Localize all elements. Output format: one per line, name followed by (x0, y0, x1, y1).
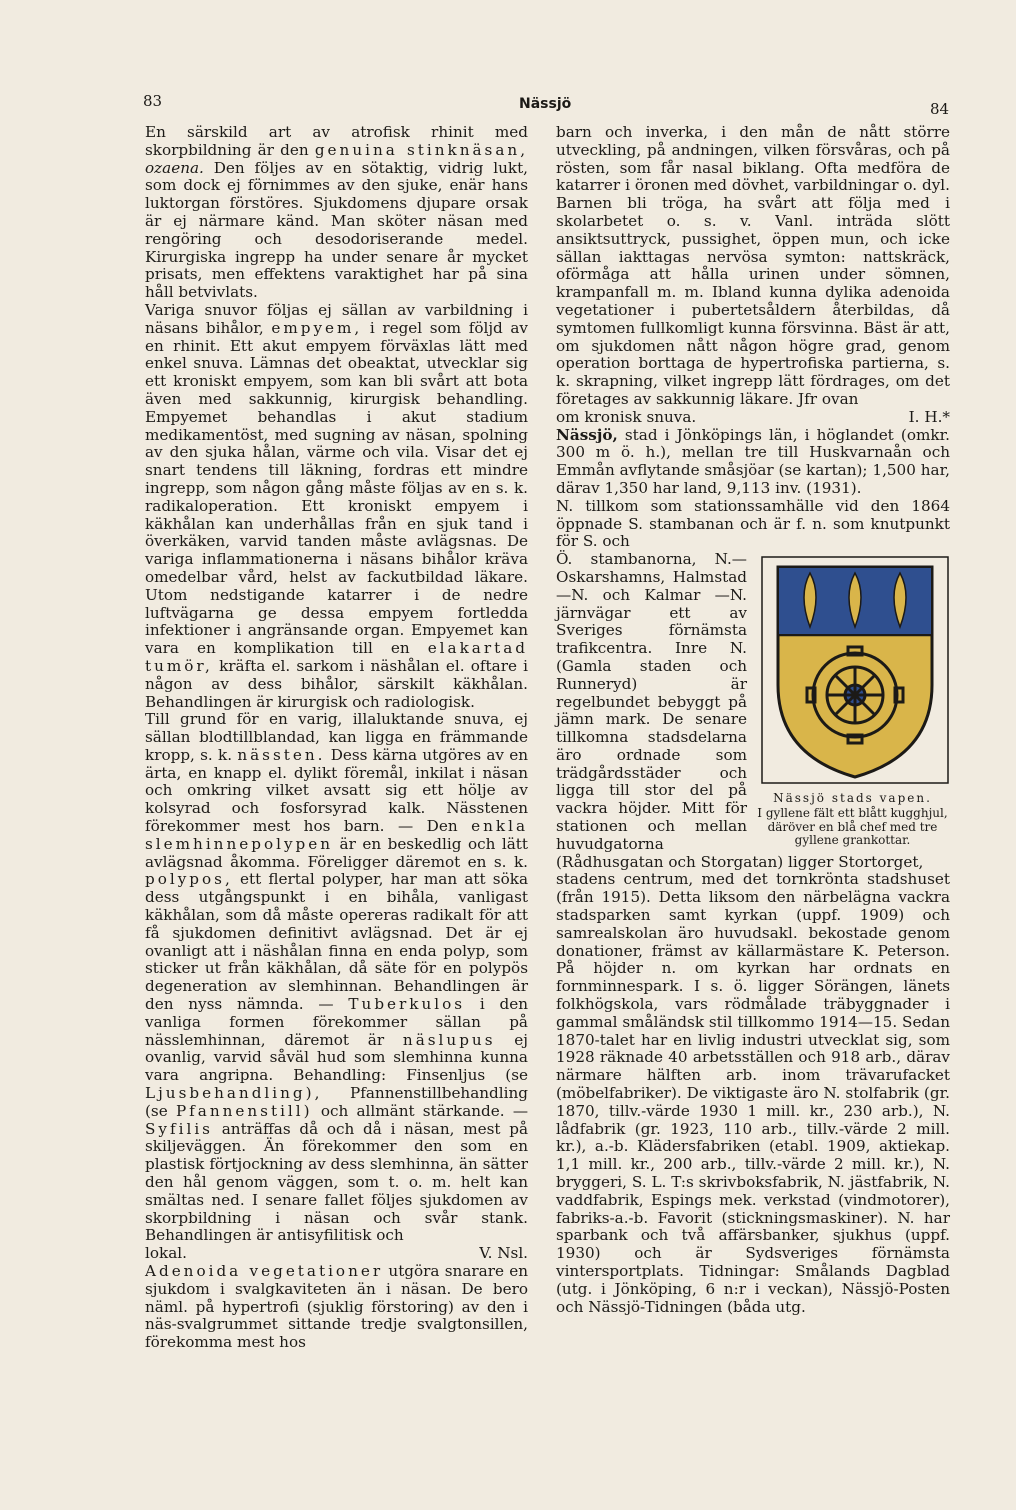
paragraph-adenoida: Adenoida vegetationer utgöra snarare en sjukdom i svalgkaviteten än i näsan. De bero näml. på hypertrofi (sjuklig förstoring) av den i näs-svalgrummet sittande tredje svalgtonsillen, förekomma mest hos (145, 1262, 529, 1352)
page-number-left: 83 (143, 92, 163, 110)
signature-row-ih: om kronisk snuva. I. H.* (556, 407, 950, 426)
right-column (556, 124, 950, 1316)
paragraph-nassjo-history: N. tillkom som stationssamhälle vid den 1864 öppnade S. stambanan och är f. n. som knutpunkt för S. och (556, 496, 950, 551)
paragraph-adenoida-cont: barn och inverka, i den mån de nått större utveckling, på andningen, vilken försvåras, och på rösten, som får nasal biklang. Ofta medföra de katarrer i öronen med dövhet, varbildningar o. dyl. Barnen bli tröga, ha svårt att följa med i skolarbetet o. s. v. Vanl. inträda slött ansiktsuttryck, pussighet, öppen mun, och icke sällan iakttagas nervösa symton: nattskräck, oförmåga att hålla urinen under sömnen, krampanfall m. m. Ibland kunna dylika adenoida vegetationer i pubertetsåldern återbildas, då symtomen fullkomligt kunna försvinna. Bäst är att, om sjukdomen nått någon högre grad, genom operation borttaga de hypertrofiska partierna, s. k. skrapning, vilket ingrepp lätt fördrages, om det företages av sakkunnig läkare. Jfr ovan (556, 123, 950, 408)
entry-headword: Nässjö, (556, 425, 618, 444)
paragraph-ozaena: En särskild art av atrofisk rhinit med skorpbildning är den genuina stinknäsan, ozaena. Den följes av en sötaktig, vidrig lukt, som dock ej förnimmes av den sjuke, enär hans luktorgan förstöres. Sjukdomens djupare orsak är ej närmare känd. Man sköter näsan med rengöring och desodoriserande medel. Kirurgiska ingrepp ha under senare år mycket prisats, men effektens varaktighet har på sina håll betvivlats. (145, 123, 529, 302)
signature-row-vnsl: lokal. V. Nsl. (145, 1244, 528, 1263)
coat-of-arms-caption: Nässjö stads vapen. I gyllene fält ett blått kugghjul, däröver en blå chef med tre gyllene grankottar. (757, 790, 948, 848)
coat-of-arms-image (760, 555, 950, 785)
running-head: Nässjö (519, 96, 572, 112)
author-signature: V. Nsl. (479, 1244, 528, 1263)
left-column (145, 124, 528, 1352)
paragraph-nassjo-industry: stadens centrum, med det tornkrönta stadshuset (från 1915). Detta liksom den närbelägna vackra stadsparken samt kyrkan (uppf. 1909) och samrealskolan äro huvudsakl. bekostade genom donationer, främst av källarmästare K. Peterson. På höjder n. om kyrkan har ordnats en fornminnespark. I s. ö. ligger Sörängen, länets folkhögskola, vars rödmålade träbyggnader i gammal småländsk stil tillkommo 1914—15. Sedan 1870-talet har en livlig industri utvecklat sig, som 1928 räknade 40 arbetsställen och 918 arb., därav närmare hälften arb. inom trävarufacket (möbelfabriker). De viktigaste äro N. stolfabrik (gr. 1870, tillv.-värde 1930 1 mill. kr., 230 arb.), N. lådfabrik (gr. 1923, 110 arb., tillv.-värde 2 mill. kr.), a.-b. Klädersfabriken (etabl. 1909, aktiekap. 1,1 mill. kr., 200 arb., tillv.-värde 2 mill. kr.), N. bryggeri, S. L. T:s skrivboksfabrik, N. jästfabrik, N. vaddfabrik, Espings mek. verkstad (vindmotorer), fabriks-a.-b. Favorit (stickningsmaskiner). N. har sparbank och två affärsbanker, sjukhus (uppf. 1930) och är Sydsveriges förnämsta vintersportplats. Tidningar: Smålands Dagblad (utg. i Jönköping, 6 n:r i veckan), Nässjö-Posten och Nässjö-Tidningen (båda utg. (556, 870, 950, 1316)
paragraph-nassten: Till grund för en varig, illaluktande snuva, ej sällan blodtillblandad, kan ligga en främmande kropp, s. k. nässten. Dess kärna utgöres av en ärta, en knapp el. dylikt föremål, inkilat i näsan och omkring vilket avsatt sig ett hölje av kolsyrad och fosforsyrad kalk. Nässtenen förekommer mest hos barn. — Den enkla slemhinnepolypen är en beskedlig och lätt avlägsnad åkomma. Föreligger däremot en s. k. polypos, ett flertal polyper, har man att söka dess utgångspunkt i en bihåla, vanligast käkhålan, som då måste opereras radikalt för att få sjukdomen definitivt avlägsnad. Det är ej ovanligt att i näshålan finna en enda polyp, som sticker ut från käkhålan, då säte för en polypös degeneration av slemhinnan. Behandlingen är den nyss nämnda. — Tuberkulos i den vanliga formen förekommer sällan på nässlemhinnan, däremot är näslupus ej ovanlig, varvid såväl hud som slemhinna kunna vara angripna. Behandling: Finsenljus (se Ljusbehandling), Pfannenstillbehandling (se Pfannenstill) och allmänt stärkande. — Syfilis anträffas då och då i näsan, mest på skiljeväggen. Än förekommer den som en plastisk förtjockning av dess slemhinna, än sätter den hål genom väggen, som t. o. m. helt kan smältas ned. I senare fallet följes sjukdomen av skorpbildning i näsan och svår stank. Behandlingen är antisyfilitisk och (145, 710, 529, 1245)
paragraph-nassjo-town: Ö. stambanorna, N.—Oskarshamns, Halmstad—N. och Kalmar —N. järnvägar ett av Sveriges förnämsta trafikcentra. Inre N. (Gamla staden och Runneryd) är regelbundet bebyggt på jämn mark. De senare tillkomna stadsdelarna äro ordnade som trädgårdsstäder och ligga till stor del på vackra höjder. Mitt för stationen och mellan huvudgatorna (Rådhusgatan och Storgatan) ligger Stortorget, (556, 550, 924, 871)
coat-of-arms-figure (755, 555, 950, 848)
page-number-right: 84 (930, 100, 950, 118)
entry-nassjo: Nässjö, stad i Jönköpings län, i höglandet (omkr. 300 m ö. h.), mellan tre till Huskvarnaån och Emmån avflytande småsjöar (se kartan); 1,500 har, därav 1,350 har land, 9,113 inv. (1931). (556, 425, 951, 497)
paragraph-empyem: Variga snuvor följas ej sällan av varbildning i näsans bihålor, empyem, i regel som följd av en rhinit. Ett akut empyem förväxlas lätt med enkel snuva. Lämnas det obeaktat, utvecklar sig ett kroniskt empyem, som kan bli svårt att bota även med sakkunnig, kirurgisk behandling. Empyemet behandlas i akut stadium medikamentöst, med sugning av näsan, spolning av den sjuka hålan, värme och vila. Visar det ej snart tendens till läkning, fordras ett mindre ingrepp, som någon gång måste följas av en s. k. radikaloperation. Ett kroniskt empyem i käkhålan kan underhållas från en sjuk tand i överkäken, varvid tanden måste avlägsnas. De variga inflammationerna i näsans bihålor kräva omedelbar vård, helst av fackutbildad läkare. Utom nedstigande katarrer i de nedre luftvägarna ge dessa empyem fortledda infektioner i angränsande organ. Empyemet kan vara en komplikation till en elakartad tumör, kräfta el. sarkom i näshålan el. oftare i någon av dess bihålor, särskilt käkhålan. Behandlingen är kirurgisk och radiologisk. (145, 300, 528, 711)
author-signature: I. H.* (908, 407, 950, 426)
